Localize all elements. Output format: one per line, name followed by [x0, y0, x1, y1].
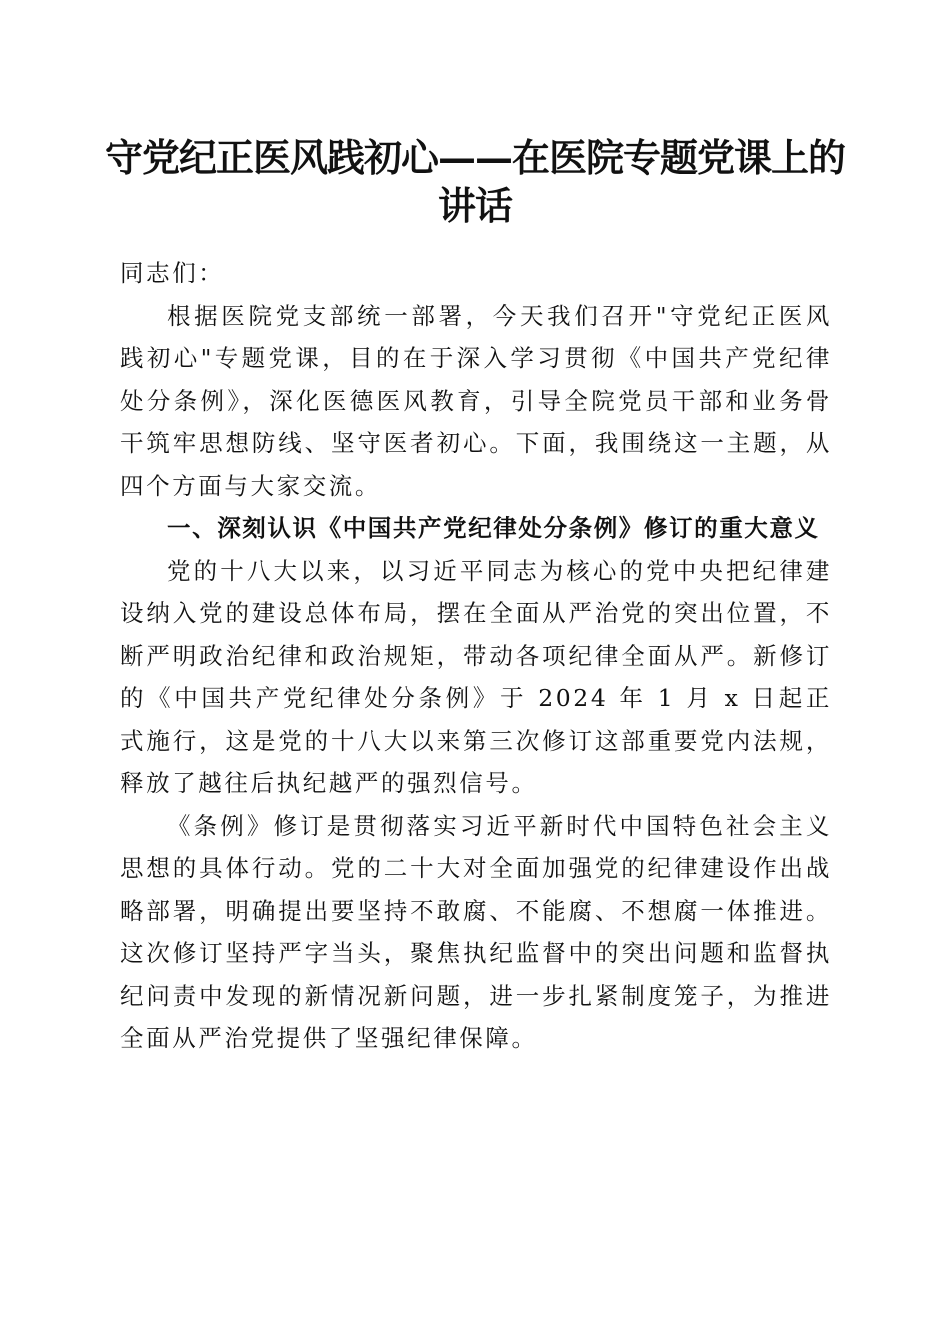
document-body: [120, 252, 832, 1060]
salutation: 同志们：: [120, 259, 225, 287]
section1-paragraph-1: 党的十八大以来，以习近平同志为核心的党中央把纪律建设纳入党的建设总体布局，摆在全面从严治党的突出位置，不断严明政治纪律和政治规矩，带动各项纪律全面从严。新修订的《中国共产党纪律处分条例》于 2024 年 1 月 x 日起正式施行，这是党的十八大以来第三次修订这部重要党内法规，释放了越往后执纪越严的强烈信号。: [120, 556, 832, 797]
section1-paragraph-2: 《条例》修订是贯彻落实习近平新时代中国特色社会主义思想的具体行动。党的二十大对全面加强党的纪律建设作出战略部署，明确提出要坚持不敢腐、不能腐、不想腐一体推进。这次修订坚持严字当头，聚焦执纪监督中的突出问题和监督执纪问责中发现的新情况新问题，进一步扎紧制度笼子，为推进全面从严治党提供了坚强纪律保障。: [120, 811, 832, 1052]
document-title: 守党纪正医风践初心——在医院专题党课上的讲话: [104, 135, 845, 228]
section-heading-1: 一、深刻认识《中国共产党纪律处分条例》修订的重大意义: [167, 514, 820, 542]
intro-paragraph: 根据医院党支部统一部署，今天我们召开"守党纪正医风践初心"专题党课，目的在于深入学习贯彻《中国共产党纪律处分条例》，深化医德医风教育，引导全院党员干部和业务骨干筑牢思想防线、坚守医者初心。下面，我围绕这一主题，从四个方面与大家交流。: [120, 301, 832, 500]
